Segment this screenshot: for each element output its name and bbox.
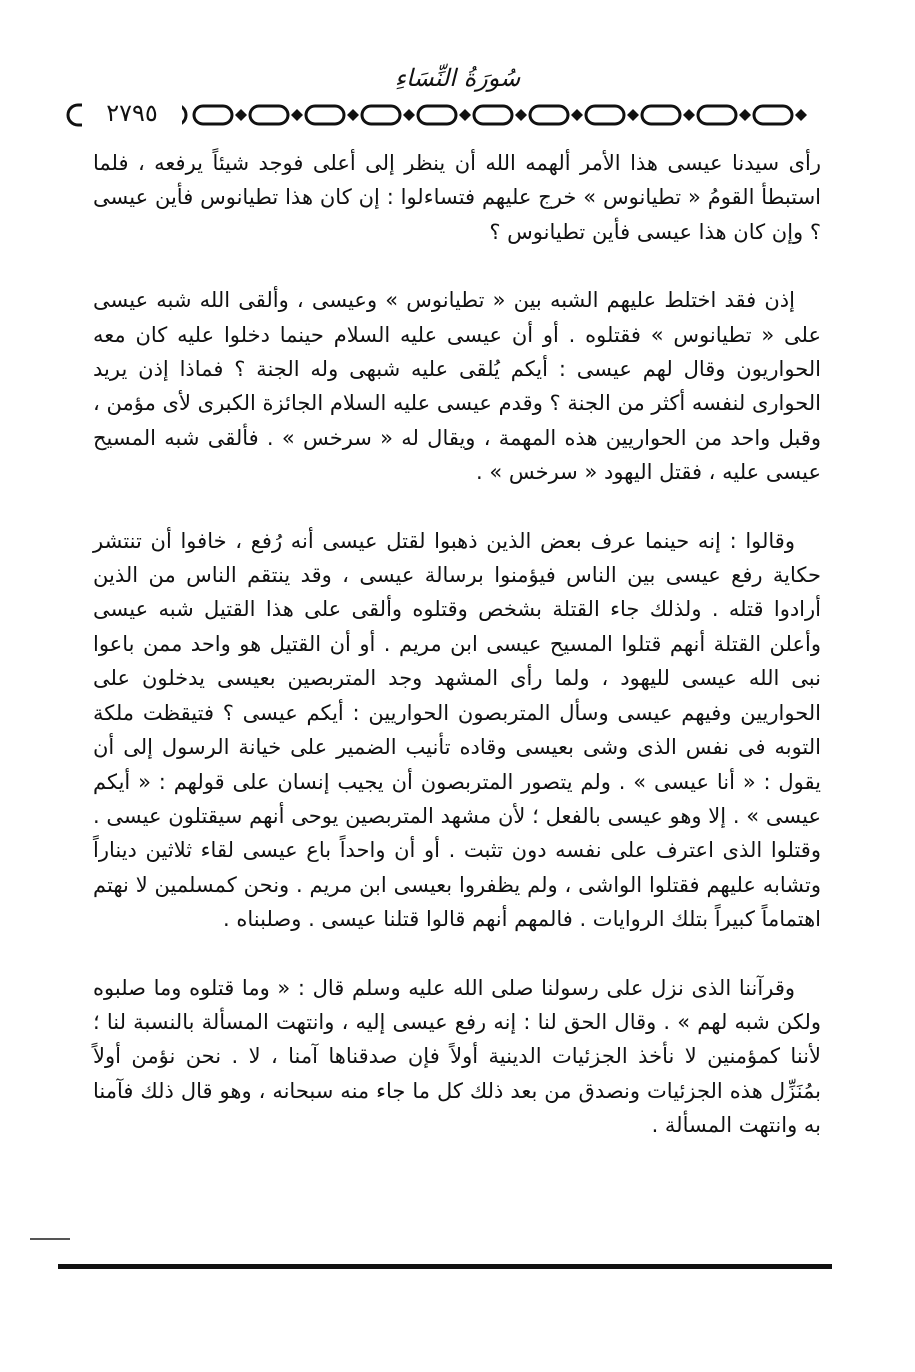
ornament-diamond xyxy=(795,109,807,121)
surah-title: سُورَةُ النِّسَاءِ xyxy=(394,64,521,92)
margin-mark xyxy=(30,1238,70,1240)
ornament-link xyxy=(306,106,344,124)
ornament-link xyxy=(194,106,232,124)
ornament-link xyxy=(250,106,288,124)
footer-rule xyxy=(58,1264,832,1269)
paragraph-1: رأى سيدنا عيسى هذا الأمر ألهمه الله أن ينظر إلى أعلى فوجد شيئاً يرفعه ، فلما استبطأ القومُ « تطيانوس » خرج عليهم فتساءلوا : إن كان هذا تطيانوس فأين عيسى ؟ وإن كان هذا عيسى فأين تطيانوس ؟ xyxy=(93,151,821,244)
paragraph-2: إذن فقد اختلط عليهم الشبه بين « تطيانوس » وعيسى ، وألقى الله شبه عيسى على « تطيانوس » فقتلوه . أو أن عيسى عليه السلام حينما دخلوا عليه كان معه الحواريون وقال لهم عيسى : أيكم يُلقى عليه شبهى وله الجنة ؟ فماذا إذن يريد الحوارى لنفسه أكثر من الجنة ؟ وقدم عيسى عليه السلام الجائزة الكبرى لأى مؤمن ، وقبل واحد من الحواريين هذه المهمة ، ويقال له « سرخس » . فألقى شبه المسيح عيسى عليه ، فقتل اليهود « سرخس » . xyxy=(93,288,821,485)
ornament-link xyxy=(362,106,400,124)
ornament-diamond xyxy=(347,109,359,121)
page-body xyxy=(93,146,821,1143)
ornament-link xyxy=(642,106,680,124)
ornament-diamond xyxy=(515,109,527,121)
ornament-diamond xyxy=(739,109,751,121)
paragraph-4: وقرآننا الذى نزل على رسولنا صلى الله عليه وسلم قال : « وما قتلوه وما صلبوه ولكن شبه لهم » . وقال الحق لنا : إنه رفع عيسى إليه ، وانتهت المسألة بالنسبة لنا ؛ لأننا كمؤمنين لا نأخذ الجزئيات الدينية أولاً فإن صدقناها آمنا ، لا . نحن نؤمن أولاً بمُنَزِّل هذه الجزئيات ونصدق من بعد ذلك كل ما جاء منه سبحانه ، وهو قال ذلك فآمنا به وانتهت المسألة . xyxy=(93,975,821,1138)
ornament-link xyxy=(698,106,736,124)
ornament-diamond xyxy=(459,109,471,121)
page-number: ٢٧٩٥ xyxy=(82,96,182,130)
ornament-link xyxy=(474,106,512,124)
ornament-diamond xyxy=(627,109,639,121)
ornament-diamond xyxy=(683,109,695,121)
ornament-diamond xyxy=(291,109,303,121)
paragraph-3: وقالوا : إنه حينما عرف بعض الذين ذهبوا لقتل عيسى أنه رُفع ، خافوا أن تنتشر حكاية رفع عيسى بين الناس فيؤمنوا برسالة عيسى ، وقد ينتقم الناس من الذين أرادوا قتله . ولذلك جاء القتلة بشخص وقتلوه وألقى على هذا القتيل شبه عيسى وأعلن القتلة أنهم قتلوا المسيح عيسى ابن مريم . أو أن القتيل هو واحد ممن باعوا نبى الله عيسى لليهود ، ولما رأى المشهد وجد المتربصين بعيسى يدخلون على الحواريين وفيهم عيسى وسأل المتربصون الحواريين : أيكم عيسى ؟ فتيقظت ملكة التوبه فى نفس الذى وشى بعيسى وقاده تأنيب الضمير على خيانة الرسول إلى أن يقول : « أنا عيسى » . ولم يتصور المتربصون أن يجيب إنسان على قولهم : « أيكم عيسى » . إلا وهو عيسى بالفعل ؛ لأن مشهد المتربصين يوحى أنهم سيقتلون عيسى . وقتلوا الذى اعترف على نفسه دون تثبت . أو أن واحداً باع عيسى لقاء ثلاثين ديناراً وتشابه عليهم فقتلوا الواشى ، ولم يظفروا بعيسى ابن مريم . ونحن كمسلمين لا نهتم اهتماماً كبيراً بتلك الروايات . فالمهم أنهم قالوا قتلنا عيسى . وصلبناه . xyxy=(93,528,821,932)
ornament-diamond xyxy=(571,109,583,121)
ornament-diamond xyxy=(403,109,415,121)
ornament-diamond xyxy=(235,109,247,121)
ornament-link xyxy=(586,106,624,124)
ornament-link xyxy=(530,106,568,124)
ornament-link xyxy=(754,106,792,124)
ornament-link xyxy=(418,106,456,124)
